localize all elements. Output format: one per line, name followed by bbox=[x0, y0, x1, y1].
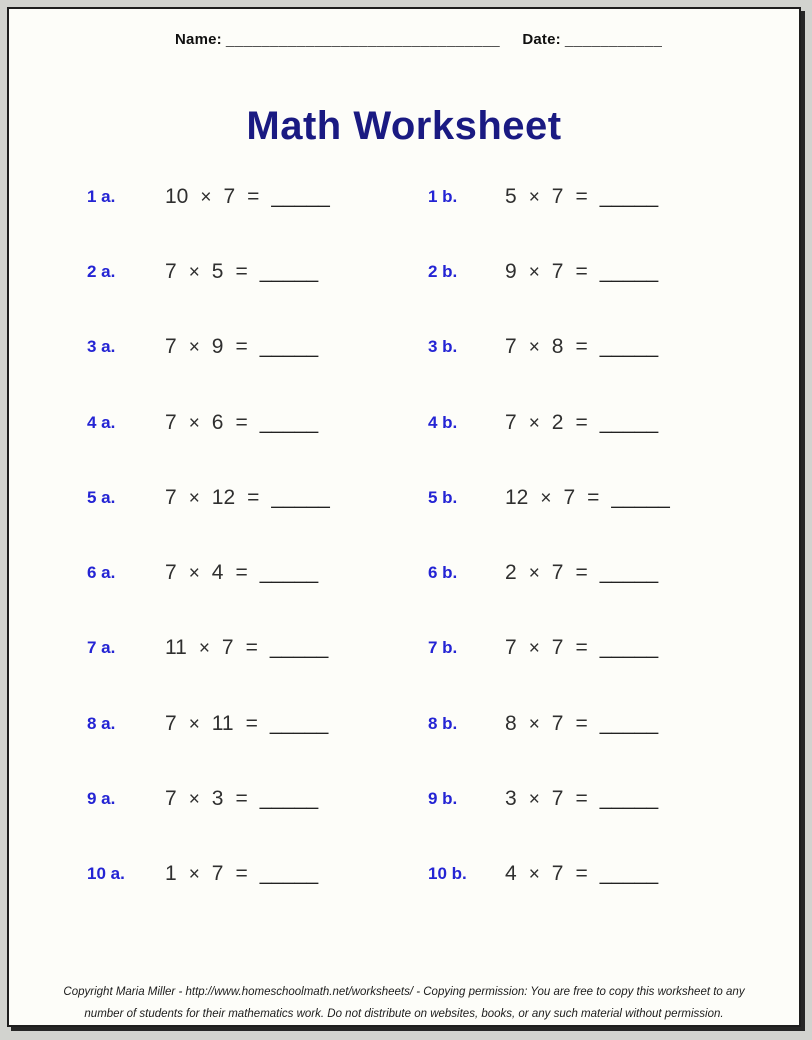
problem-row bbox=[9, 310, 799, 385]
problem-expression-b bbox=[505, 636, 658, 660]
multiply-icon: × bbox=[188, 789, 200, 811]
equals-sign: = bbox=[575, 259, 588, 283]
problem-expression-a bbox=[165, 712, 328, 736]
equals-sign: = bbox=[235, 862, 248, 886]
answer-blank: _____ bbox=[269, 711, 329, 735]
factor-1: 7 bbox=[165, 259, 177, 283]
date-blank-line: ___________ bbox=[565, 31, 663, 48]
problem-expression-a bbox=[165, 862, 318, 886]
factor-2: 5 bbox=[211, 259, 224, 283]
answer-blank: _____ bbox=[599, 862, 659, 886]
problem-label-b: 3 b. bbox=[428, 337, 458, 357]
problem-label-a: 7 a. bbox=[87, 638, 116, 658]
multiply-icon: × bbox=[198, 638, 210, 660]
problem-label-a: 6 a. bbox=[87, 563, 116, 583]
factor-2: 7 bbox=[551, 636, 564, 660]
factor-2: 8 bbox=[551, 335, 564, 359]
problem-expression-b bbox=[505, 335, 658, 359]
multiply-icon: × bbox=[528, 337, 540, 359]
factor-1: 1 bbox=[165, 862, 177, 886]
multiply-icon: × bbox=[200, 186, 212, 208]
problem-expression-b bbox=[505, 260, 658, 284]
factor-1: 7 bbox=[505, 636, 517, 660]
problem-expression-b bbox=[505, 787, 658, 811]
multiply-icon: × bbox=[528, 412, 540, 434]
answer-blank: _____ bbox=[599, 259, 659, 283]
problems-grid bbox=[9, 159, 799, 912]
problem-label-a: 9 a. bbox=[87, 789, 116, 809]
problem-expression-a bbox=[165, 335, 318, 359]
problem-expression-a bbox=[165, 787, 318, 811]
equals-sign: = bbox=[575, 711, 588, 735]
problem-expression-b bbox=[505, 486, 670, 510]
factor-1: 2 bbox=[505, 561, 517, 585]
name-blank-line: _______________________________ bbox=[226, 31, 501, 48]
problem-row bbox=[9, 234, 799, 309]
factor-2: 7 bbox=[551, 862, 564, 886]
problem-row bbox=[9, 837, 799, 912]
multiply-icon: × bbox=[540, 487, 552, 509]
factor-2: 7 bbox=[551, 711, 564, 735]
factor-1: 5 bbox=[505, 184, 517, 208]
equals-sign: = bbox=[575, 636, 588, 660]
problem-label-b: 1 b. bbox=[428, 186, 458, 206]
answer-blank: _____ bbox=[599, 410, 659, 434]
factor-1: 4 bbox=[505, 862, 517, 886]
factor-1: 3 bbox=[505, 787, 517, 811]
worksheet-page bbox=[7, 7, 801, 1027]
answer-blank: _____ bbox=[259, 862, 319, 886]
problem-expression-a bbox=[165, 260, 318, 284]
equals-sign: = bbox=[247, 184, 260, 208]
equals-sign: = bbox=[575, 335, 588, 359]
factor-2: 7 bbox=[551, 184, 564, 208]
factor-2: 3 bbox=[211, 787, 224, 811]
multiply-icon: × bbox=[188, 261, 200, 283]
factor-1: 7 bbox=[505, 335, 517, 359]
problem-row bbox=[9, 686, 799, 761]
problem-expression-a bbox=[165, 185, 330, 209]
problem-row bbox=[9, 460, 799, 535]
answer-blank: _____ bbox=[271, 485, 330, 509]
problem-label-a: 5 a. bbox=[87, 487, 116, 507]
multiply-icon: × bbox=[188, 563, 200, 585]
multiply-icon: × bbox=[188, 713, 200, 735]
multiply-icon: × bbox=[188, 337, 200, 359]
problem-label-a: 2 a. bbox=[87, 261, 116, 281]
copyright-line-1: Copyright Maria Miller - http://www.homeschoolmath.net/worksheets/ - Copying permission: You are free to copy this worksheet to any bbox=[63, 986, 745, 998]
name-date-row bbox=[175, 31, 662, 48]
equals-sign: = bbox=[235, 335, 248, 359]
equals-sign: = bbox=[575, 862, 588, 886]
answer-blank: _____ bbox=[599, 335, 659, 359]
answer-blank: _____ bbox=[259, 335, 319, 359]
equals-sign: = bbox=[235, 561, 248, 585]
equals-sign: = bbox=[245, 636, 258, 660]
problem-label-a: 8 a. bbox=[87, 713, 116, 733]
equals-sign: = bbox=[575, 787, 588, 811]
equals-sign: = bbox=[235, 787, 248, 811]
answer-blank: _____ bbox=[259, 787, 319, 811]
problem-label-a: 1 a. bbox=[87, 186, 116, 206]
problem-label-b: 8 b. bbox=[428, 713, 458, 733]
factor-2: 2 bbox=[551, 410, 564, 434]
factor-2: 7 bbox=[211, 862, 224, 886]
factor-2: 7 bbox=[551, 787, 564, 811]
factor-1: 10 bbox=[165, 184, 189, 208]
problem-expression-a bbox=[165, 486, 330, 510]
factor-1: 9 bbox=[505, 259, 517, 283]
factor-2: 4 bbox=[211, 561, 224, 585]
answer-blank: _____ bbox=[259, 561, 319, 585]
factor-2: 9 bbox=[211, 335, 224, 359]
answer-blank: _____ bbox=[259, 410, 319, 434]
equals-sign: = bbox=[587, 485, 600, 509]
multiply-icon: × bbox=[188, 864, 200, 886]
problem-expression-b bbox=[505, 712, 658, 736]
factor-1: 7 bbox=[165, 410, 177, 434]
factor-1: 7 bbox=[165, 561, 177, 585]
answer-blank: _____ bbox=[599, 184, 659, 208]
problem-label-a: 4 a. bbox=[87, 412, 116, 432]
factor-1: 12 bbox=[505, 485, 529, 509]
problem-expression-b bbox=[505, 411, 658, 435]
answer-blank: _____ bbox=[269, 636, 329, 660]
factor-2: 7 bbox=[563, 485, 576, 509]
problem-row bbox=[9, 611, 799, 686]
factor-1: 7 bbox=[505, 410, 517, 434]
equals-sign: = bbox=[247, 485, 260, 509]
factor-2: 7 bbox=[221, 636, 234, 660]
problem-label-b: 2 b. bbox=[428, 261, 458, 281]
equals-sign: = bbox=[575, 410, 588, 434]
factor-2: 12 bbox=[211, 485, 236, 509]
problem-row bbox=[9, 159, 799, 234]
multiply-icon: × bbox=[528, 864, 540, 886]
factor-2: 7 bbox=[551, 259, 564, 283]
answer-blank: _____ bbox=[599, 636, 659, 660]
equals-sign: = bbox=[235, 259, 248, 283]
problem-expression-a bbox=[165, 636, 328, 660]
equals-sign: = bbox=[575, 561, 588, 585]
problem-label-b: 9 b. bbox=[428, 789, 458, 809]
factor-1: 7 bbox=[165, 485, 177, 509]
page-title: Math Worksheet bbox=[246, 104, 562, 148]
problem-expression-b bbox=[505, 561, 658, 585]
factor-1: 7 bbox=[165, 787, 177, 811]
answer-blank: _____ bbox=[599, 787, 659, 811]
answer-blank: _____ bbox=[599, 561, 659, 585]
factor-1: 11 bbox=[165, 636, 187, 660]
multiply-icon: × bbox=[528, 186, 540, 208]
problem-label-a: 10 a. bbox=[87, 864, 125, 884]
problem-label-b: 10 b. bbox=[428, 864, 467, 884]
problem-expression-a bbox=[165, 411, 318, 435]
factor-2: 7 bbox=[223, 184, 236, 208]
equals-sign: = bbox=[575, 184, 588, 208]
multiply-icon: × bbox=[528, 789, 540, 811]
factor-1: 7 bbox=[165, 335, 177, 359]
problem-label-b: 4 b. bbox=[428, 412, 458, 432]
copyright-line-2: number of students for their mathematics work. Do not distribute on websites, books, or any such material without permission. bbox=[84, 1008, 724, 1020]
factor-1: 8 bbox=[505, 711, 517, 735]
problem-row bbox=[9, 761, 799, 836]
answer-blank: _____ bbox=[611, 485, 670, 509]
problem-row bbox=[9, 535, 799, 610]
factor-1: 7 bbox=[165, 711, 177, 735]
multiply-icon: × bbox=[188, 412, 200, 434]
problem-expression-b bbox=[505, 185, 658, 209]
copyright-footer bbox=[9, 981, 799, 1025]
problem-expression-a bbox=[165, 561, 318, 585]
equals-sign: = bbox=[245, 711, 258, 735]
multiply-icon: × bbox=[528, 563, 540, 585]
answer-blank: _____ bbox=[599, 711, 659, 735]
answer-blank: _____ bbox=[271, 184, 330, 208]
problem-label-b: 7 b. bbox=[428, 638, 458, 658]
multiply-icon: × bbox=[528, 638, 540, 660]
problem-label-b: 5 b. bbox=[428, 487, 458, 507]
problem-label-a: 3 a. bbox=[87, 337, 116, 357]
factor-2: 7 bbox=[551, 561, 564, 585]
answer-blank: _____ bbox=[259, 259, 319, 283]
name-label: Name: bbox=[175, 31, 222, 48]
factor-2: 11 bbox=[211, 711, 234, 735]
equals-sign: = bbox=[235, 410, 248, 434]
multiply-icon: × bbox=[528, 261, 540, 283]
problem-expression-b bbox=[505, 862, 658, 886]
factor-2: 6 bbox=[211, 410, 224, 434]
multiply-icon: × bbox=[188, 487, 200, 509]
date-label: Date: bbox=[522, 31, 561, 48]
problem-row bbox=[9, 385, 799, 460]
multiply-icon: × bbox=[528, 713, 540, 735]
problem-label-b: 6 b. bbox=[428, 563, 458, 583]
